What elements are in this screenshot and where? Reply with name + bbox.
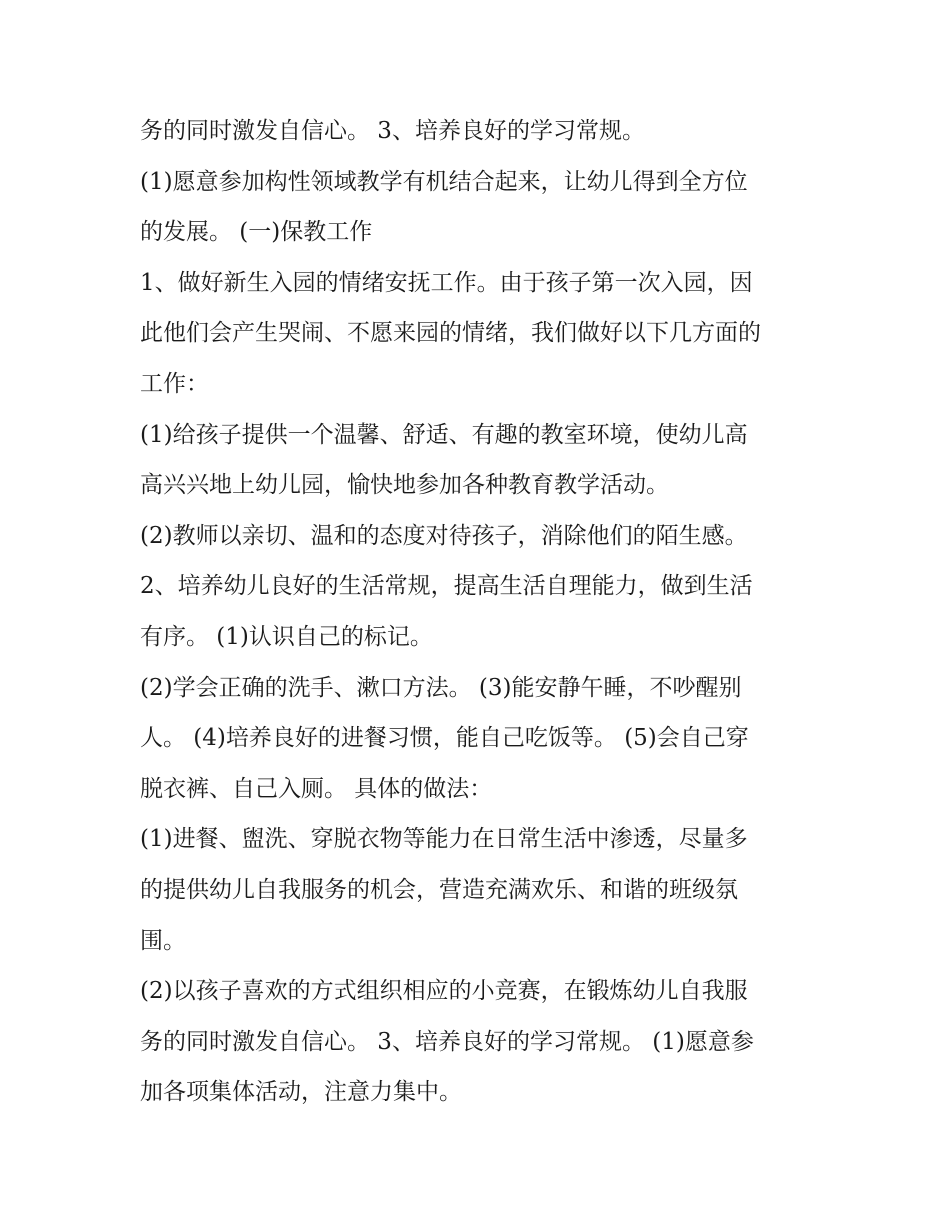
text-line: 务的同时激发自信心。 3、培养良好的学习常规。 (1)愿意参 bbox=[140, 1028, 754, 1055]
text-line: 工作： bbox=[140, 370, 209, 397]
text-line: 务的同时激发自信心。 3、培养良好的学习常规。 bbox=[140, 118, 645, 144]
text-line: 高兴兴地上幼儿园，愉快地参加各种教育教学活动。 bbox=[140, 472, 669, 499]
text-line: 人。 (4)培养良好的进餐习惯，能自己吃饭等。 (5)会自己穿 bbox=[140, 725, 749, 752]
text-line: 脱衣裤、自己入厕。 具体的做法： bbox=[140, 775, 493, 802]
text-line: 围。 bbox=[140, 927, 186, 954]
text-line: 2、培养幼儿良好的生活常规，提高生活自理能力，做到生活 bbox=[140, 573, 753, 600]
text-line: (2)学会正确的洗手、漱口方法。 (3)能安静午睡，不吵醒别 bbox=[140, 674, 742, 701]
document-body bbox=[140, 106, 830, 1118]
text-line: (1)给孩子提供一个温馨、舒适、有趣的教室环境，使幼儿高 bbox=[140, 421, 748, 448]
text-line: 加各项集体活动，注意力集中。 bbox=[140, 1079, 462, 1106]
text-line: 的提供幼儿自我服务的机会，营造充满欢乐、和谐的班级氛 bbox=[140, 876, 738, 903]
text-line: 此他们会产生哭闹、不愿来园的情绪，我们做好以下几方面的 bbox=[140, 320, 761, 347]
text-line: (1)愿意参加构性领域教学有机结合起来，让幼儿得到全方位 bbox=[140, 168, 748, 195]
text-line: 1、做好新生入园的情绪安抚工作。由于孩子第一次入园，因 bbox=[140, 269, 753, 296]
text-line: (1)进餐、盥洗、穿脱衣物等能力在日常生活中渗透，尽量多 bbox=[140, 826, 748, 853]
text-line: 有序。 (1)认识自己的标记。 bbox=[140, 623, 433, 650]
text-line: (2)教师以亲切、温和的态度对待孩子，消除他们的陌生感。 bbox=[140, 522, 748, 549]
text-line: 的发展。 (一)保教工作 bbox=[140, 219, 373, 246]
text-line: (2)以孩子喜欢的方式组织相应的小竞赛，在锻炼幼儿自我服 bbox=[140, 978, 748, 1005]
